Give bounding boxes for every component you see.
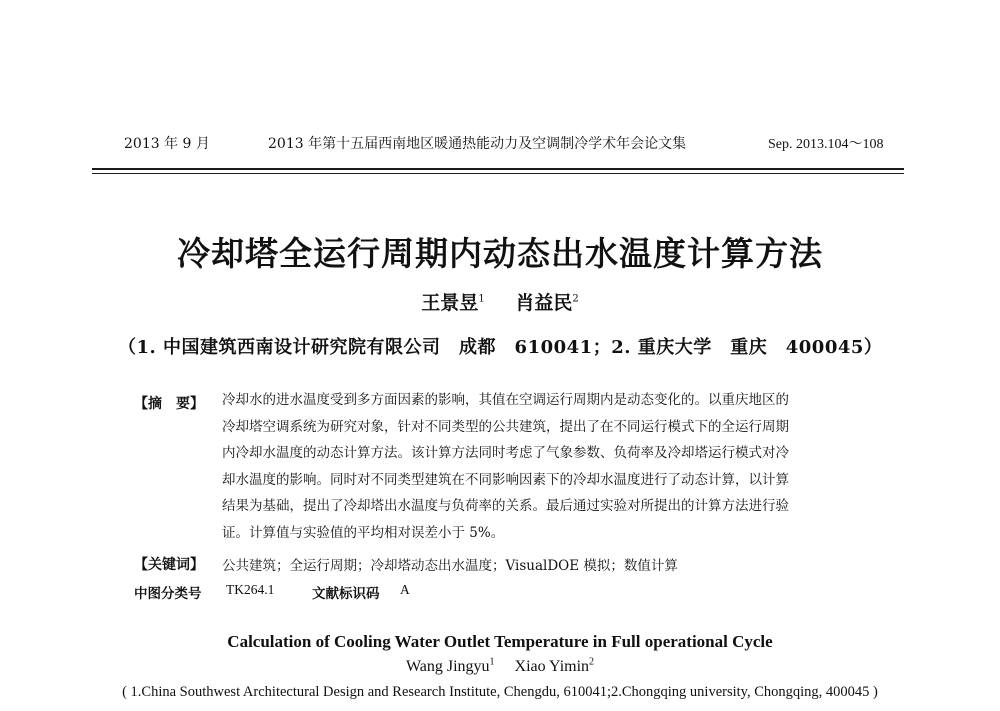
abstract-line: 内冷却水温度的动态计算方法。该计算方法同时考虑了气象参数、负荷率及冷却塔运行模式对冷 bbox=[222, 445, 789, 461]
keywords-label: 【关键词】 bbox=[134, 557, 204, 573]
header-rule-thin bbox=[92, 173, 904, 174]
abstract-line: 结果为基础，提出了冷却塔出水温度与负荷率的关系。最后通过实验对所提出的计算方法进行验 bbox=[222, 498, 789, 514]
english-authors bbox=[0, 658, 1000, 676]
authors bbox=[0, 288, 1000, 315]
paper-title: 冷却塔全运行周期内动态出水温度计算方法 bbox=[177, 234, 823, 273]
classification-label: 中图分类号 bbox=[134, 586, 202, 602]
classification-value: TK264.1 bbox=[226, 582, 275, 597]
header-pages: Sep. 2013.104～108 bbox=[768, 137, 884, 152]
document-code-label: 文献标识码 bbox=[312, 586, 380, 602]
english-title: Calculation of Cooling Water Outlet Temperature in Full operational Cycle bbox=[227, 632, 773, 651]
header-date: 2013 年 9 月 bbox=[124, 136, 210, 152]
abstract-line: 却水温度的影响。同时对不同类型建筑在不同影响因素下的冷却水温度进行了动态计算，以计算 bbox=[222, 471, 789, 488]
abstract-line: 冷却水的进水温度受到多方面因素的影响，其值在空调运行周期内是动态变化的。以重庆地区的 bbox=[222, 392, 789, 408]
author-2: 肖益民$^2$ bbox=[515, 292, 579, 314]
header-rule-thick bbox=[92, 168, 904, 170]
abstract-line: 证。计算值与实验值的平均相对误差小于 5%。 bbox=[222, 524, 505, 541]
header-journal: 2013 年第十五届西南地区暖通热能动力及空调制冷学术年会论文集 bbox=[268, 136, 687, 152]
english-author-2: Xiao Yimin$^2$ bbox=[514, 656, 595, 675]
abstract-label: 【摘 要】 bbox=[134, 396, 204, 412]
abstract-line: 冷却塔空调系统为研究对象，针对不同类型的公共建筑，提出了在不同运行模式下的全运行周期 bbox=[222, 418, 789, 435]
document-code-value: A bbox=[400, 582, 410, 597]
author-1: 王景昱$^1$ bbox=[421, 292, 485, 314]
affiliation: （1. 中国建筑西南设计研究院有限公司 成都 610041；2. 重庆大学 重庆 400045） bbox=[118, 337, 883, 358]
abstract-text bbox=[222, 387, 872, 546]
english-affiliation: ( 1.China Southwest Architectural Design and Research Institute, Chengdu, 610041;2.Chongqing university, Chongqing, 400045 ) bbox=[122, 684, 878, 700]
english-author-1: Wang Jingyu$^1$ bbox=[405, 656, 495, 675]
keywords-text: 公共建筑；全运行周期；冷却塔动态出水温度；VisualDOE 模拟；数值计算 bbox=[222, 558, 678, 574]
